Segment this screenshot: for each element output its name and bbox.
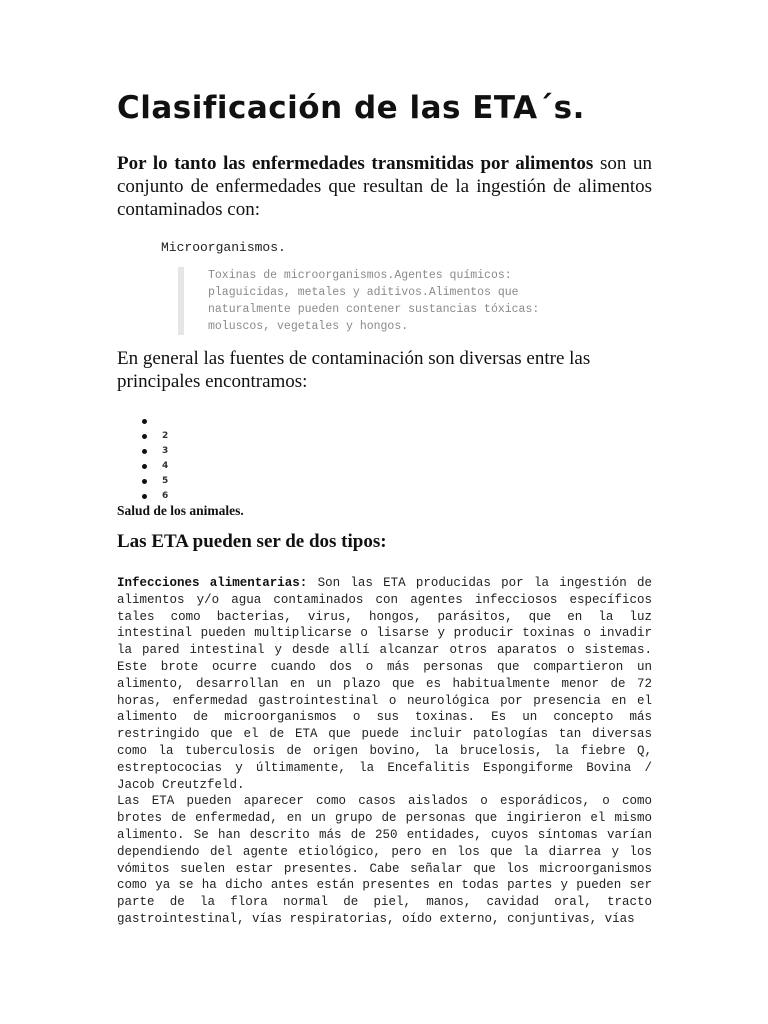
list-item: 2 [142,429,168,444]
infecciones-label: Infecciones alimentarias: [117,576,308,590]
list-item: 5 [142,474,168,489]
microorganismos-line: Microorganismos. [161,240,286,255]
intro-rest: son un conjunto de enfermedades que resultan de la ingestión de alimentos contaminados con: [117,153,652,220]
list-item: 6 [142,489,168,504]
intro-paragraph [117,152,652,221]
body-text [117,575,652,928]
salud-line: Salud de los animales. [117,503,244,518]
list-item: 4 [142,459,168,474]
intro-bold-lead: Por lo tanto las enfermedades transmitidas por alimentos [117,153,594,174]
blockquote-text: Toxinas de microorganismos.Agentes químicos: plaguicidas, metales y aditivos.Alimentos que naturalmente pueden contener sustancias tóxicas: moluscos, vegetales y hongos. [208,269,540,333]
infecciones-paragraph [117,575,652,793]
infecciones-text: Son las ETA producidas por la ingestión de alimentos y/o agua contaminados con agentes infecciosos específicos tales como bacterias, virus, hongos, parásitos, que en la luz intestinal pueden multiplicarse o lisarse y producir toxinas o invadir la pared intestinal y desde allí alcanzar otros aparatos o sistemas. Este brote ocurre cuando dos o más personas que compartieron un alimento, desarrollan en un plazo que es habitualmente menor de 72 horas, enfermedad gastrointestinal o neurológica por presencia en el alimento de microorganismos o sus toxinas. Es un concepto más restringido que el de ETA que puede incluir patologías tan diversas como la tuberculosis de origen bovino, la brucelosis, la fiebre Q, estreptococias y últimamente, la Encefalitis Espongiforme Bovina / Jacob Creutzfeld. [117,576,653,792]
blockquote [178,267,548,335]
list-item [142,414,168,429]
general-paragraph: En general las fuentes de contaminación son diversas entre las principales encontramos: [117,348,591,392]
document-title: Clasificación de las ETA´s. [117,90,585,126]
bullet-list [142,414,168,504]
section-subtitle: Las ETA pueden ser de dos tipos: [117,531,387,552]
paragraph-2: Las ETA pueden aparecer como casos aislados o esporádicos, o como brotes de enfermedad, en un grupo de personas que ingirieron el mismo alimento. Se han descrito más de 250 entidades, cuyos síntomas varían dependiendo del agente etiológico, pero en los que la diarrea y los vómitos suelen estar presentes. Cabe señalar que los microorganismos como ya se ha dicho antes están presentes en todas partes y pueden ser parte de la flora normal de piel, manos, cavidad oral, tracto gastrointestinal, vías respiratorias, oído externo, conjuntivas, vías [117,794,652,926]
list-item: 3 [142,444,168,459]
